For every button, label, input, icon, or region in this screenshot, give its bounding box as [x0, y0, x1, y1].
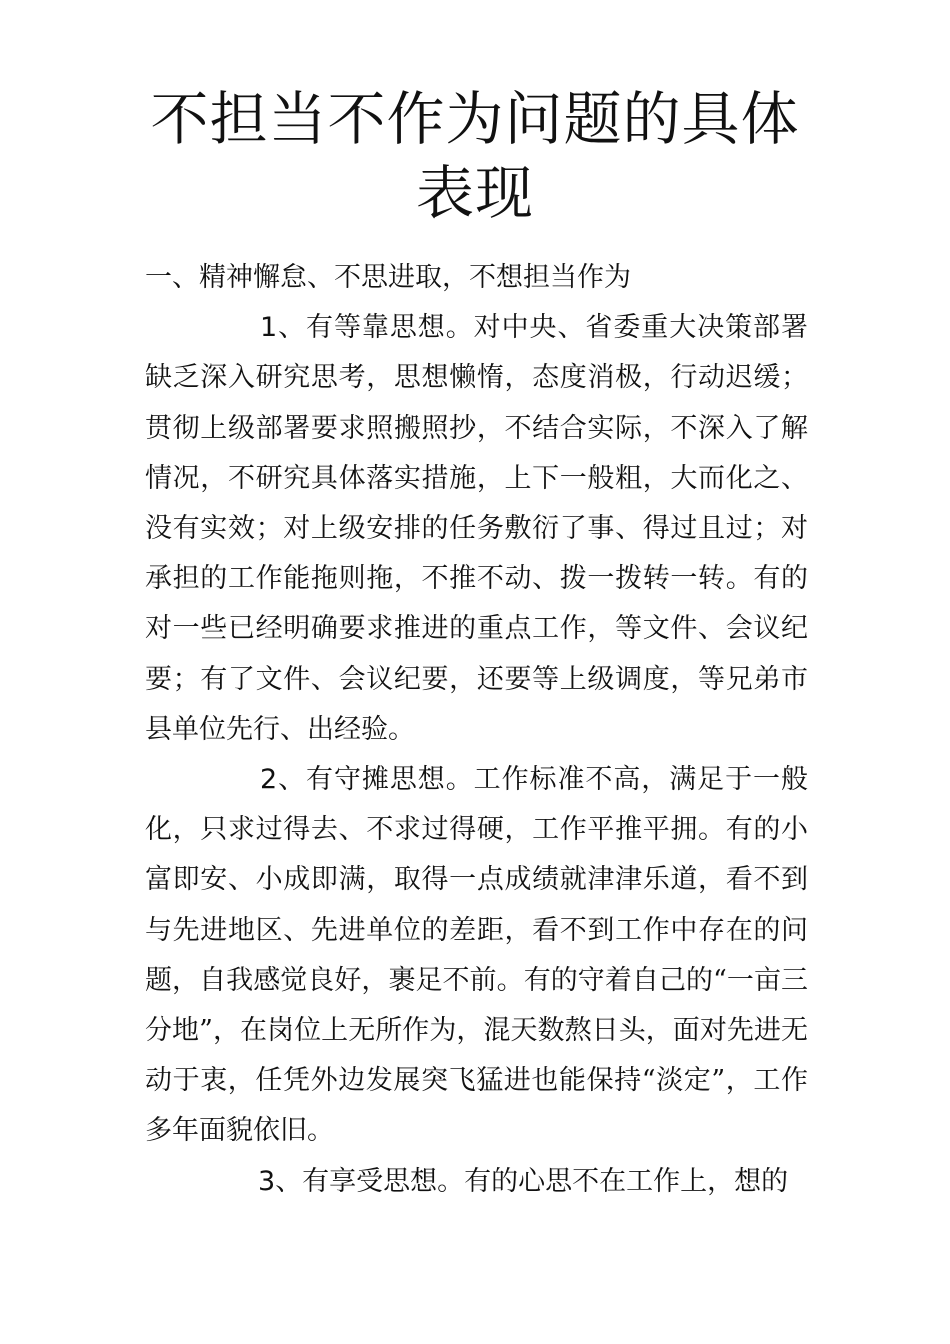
paragraph-number: 3 — [258, 1165, 276, 1197]
paragraph-text: 、有享受思想。有的心思不在工作上，想的 — [275, 1165, 789, 1197]
document-body — [145, 253, 808, 1207]
paragraph-text: 、有守摊思想。工作标准不高，满足于一般化，只求过得去、不求过得硬，工作平推平拥。有的小富即安、小成即满，取得一点成绩就津津乐道，看不到与先进地区、先进单位的差距，看不到工作中存在的问题，自我感觉良好，裹足不前。有的守着自己的“一亩三分地”，在岗位上无所作为，混天数熬日头，面对先进无动于衷，任凭外边发展突飞猛进也能保持“淡定”，工作多年面貌依旧。 — [145, 764, 808, 1147]
paragraph-number: 1 — [260, 312, 278, 344]
paragraph-2 — [145, 755, 808, 1157]
paragraph-text: 、有等靠思想。对中央、省委重大决策部署缺乏深入研究思考，思想懒惰，态度消极，行动迟缓；贯彻上级部署要求照搬照抄，不结合实际，不深入了解情况，不研究具体落实措施，上下一般粗，大而化之、没有实效；对上级安排的任务敷衍了事、得过且过；对承担的工作能拖则拖，不推不动、拨一拨转一转。有的对一些已经明确要求推进的重点工作，等文件、会议纪要；有了文件、会议纪要，还要等上级调度，等兄弟市县单位先行、出经验。 — [145, 312, 808, 745]
paragraph-number: 2 — [260, 764, 278, 796]
section-heading: 一、精神懈怠、不思进取，不想担当作为 — [145, 262, 631, 293]
paragraph-3 — [145, 1157, 808, 1207]
paragraph-1 — [145, 303, 808, 755]
document-title: 不担当不作为问题的具体表现 — [150, 85, 800, 227]
